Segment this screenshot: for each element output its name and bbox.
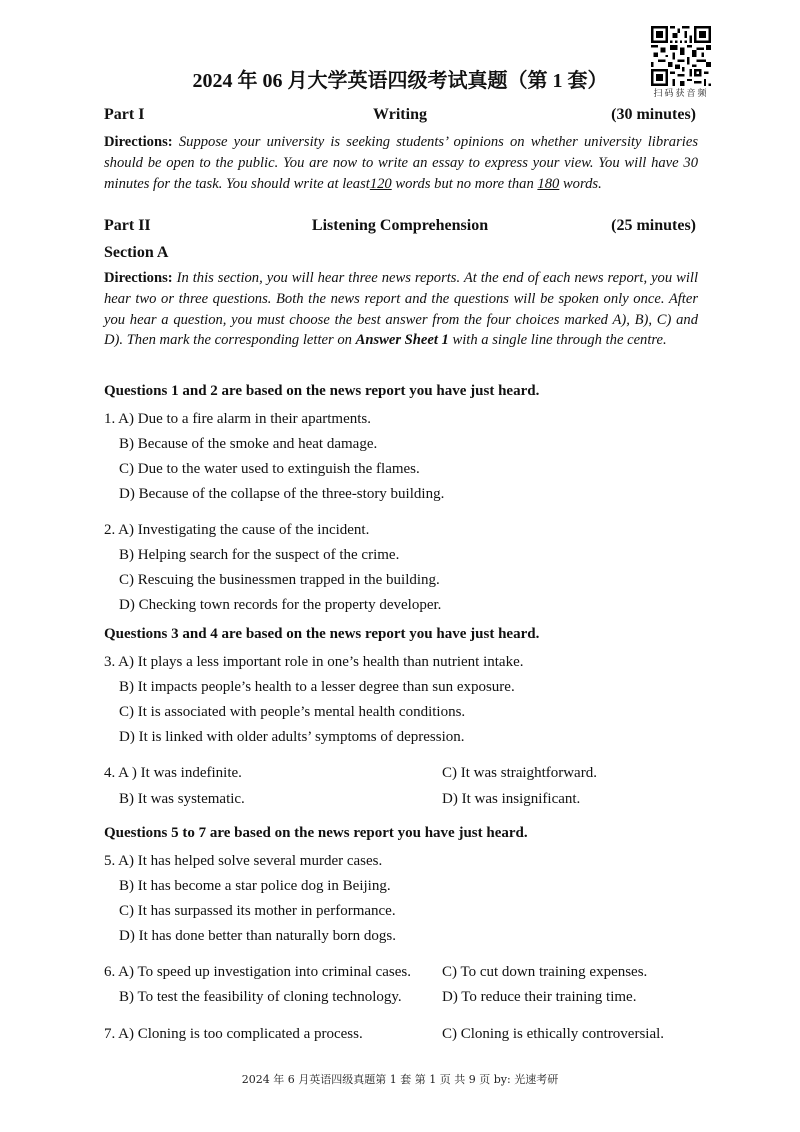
directions-label: Directions: xyxy=(104,270,173,286)
q1-option-b: B) Because of the smoke and heat damage. xyxy=(119,436,378,452)
q1-option-d: D) Because of the collapse of the three-story building. xyxy=(119,486,445,502)
q5-option-d: D) It has done better than naturally born dogs. xyxy=(119,928,397,944)
q2-option-b: B) Helping search for the suspect of the crime. xyxy=(119,547,400,563)
answer-sheet-ref: Answer Sheet 1 xyxy=(355,332,449,349)
part2-directions xyxy=(104,268,698,351)
directions-label: Directions: xyxy=(104,134,173,150)
directions-text: with a single line through the centre. xyxy=(452,332,667,349)
part1-time: (30 minutes) xyxy=(611,106,696,123)
q4-option-b: B) It was systematic. xyxy=(119,791,245,807)
page-footer: 2024 年 6 月英语四级真题第 1 套 第 1 页 共 9 页 by: 光速考研 xyxy=(241,1073,559,1086)
question-group-heading: Questions 1 and 2 are based on the news report you have just heard. xyxy=(104,383,540,399)
q7-option-c: C) Cloning is ethically controversial. xyxy=(442,1026,665,1042)
q5-option-b: B) It has become a star police dog in Beijing. xyxy=(119,878,391,894)
q2-option-c: C) Rescuing the businessmen trapped in the building. xyxy=(119,572,440,588)
q3-option-b: B) It impacts people’s health to a lesser degree than sun exposure. xyxy=(119,679,515,695)
part1-directions xyxy=(104,132,698,194)
q3-option-c: C) It is associated with people’s mental health conditions. xyxy=(119,704,466,720)
q7-option-a: 7. A) Cloning is too complicated a process. xyxy=(104,1026,363,1042)
directions-text: words. xyxy=(562,175,602,192)
q6-option-a: 6. A) To speed up investigation into criminal cases. xyxy=(104,964,411,980)
q5-option-c: C) It has surpassed its mother in performance. xyxy=(119,903,396,919)
q4-option-c: C) It was straightforward. xyxy=(442,765,597,781)
part1-name: Writing xyxy=(373,106,427,123)
directions-text: In this section, you will hear three news reports. At the end of each news report, you will hear two or three questions. Both the news report and the questions will be spoken only once. After you hear a question, you must choose the best answer from the four choices marked A), B), C) and D). Then mark the corresponding letter on xyxy=(104,270,699,349)
q6-option-c: C) To cut down training expenses. xyxy=(442,964,648,980)
part2-header xyxy=(104,217,696,239)
q2-option-d: D) Checking town records for the property developer. xyxy=(119,597,442,613)
q1-option-c: C) Due to the water used to extinguish the flames. xyxy=(119,461,420,477)
q3-option-a: 3. A) It plays a less important role in one’s health than nutrient intake. xyxy=(104,654,524,670)
part1-label: Part I xyxy=(104,106,145,123)
directions-text: Suppose your university is seeking students’ opinions on whether university libraries should be open to the public. You are now to write an essay to express your view. You will have 30 minutes for the task. You should write at least xyxy=(104,134,698,192)
q1-option-a: 1. A) Due to a fire alarm in their apartments. xyxy=(104,411,371,427)
max-words: 180 xyxy=(537,175,560,192)
qr-caption: 扫码获音频 xyxy=(653,89,709,99)
q6-option-d: D) To reduce their training time. xyxy=(442,989,637,1005)
min-words: 120 xyxy=(369,175,392,192)
q2-option-a: 2. A) Investigating the cause of the incident. xyxy=(104,522,370,538)
q4-option-a: 4. A ) It was indefinite. xyxy=(104,765,242,781)
q5-option-a: 5. A) It has helped solve several murder cases. xyxy=(104,853,383,869)
question-group-heading: Questions 5 to 7 are based on the news report you have just heard. xyxy=(104,825,528,841)
part2-time: (25 minutes) xyxy=(611,217,696,234)
section-a-heading: Section A xyxy=(104,244,169,261)
question-group-heading: Questions 3 and 4 are based on the news report you have just heard. xyxy=(104,626,540,642)
q4-option-d: D) It was insignificant. xyxy=(442,791,581,807)
directions-text: words but no more than xyxy=(395,175,534,192)
part1-header xyxy=(104,106,696,128)
part2-name: Listening Comprehension xyxy=(311,217,489,234)
page-title: 2024 年 06 月大学英语四级考试真题（第 1 套） xyxy=(192,70,608,92)
part2-label: Part II xyxy=(104,217,151,234)
q6-option-b: B) To test the feasibility of cloning technology. xyxy=(119,989,402,1005)
q3-option-d: D) It is linked with older adults’ symptoms of depression. xyxy=(119,729,465,745)
